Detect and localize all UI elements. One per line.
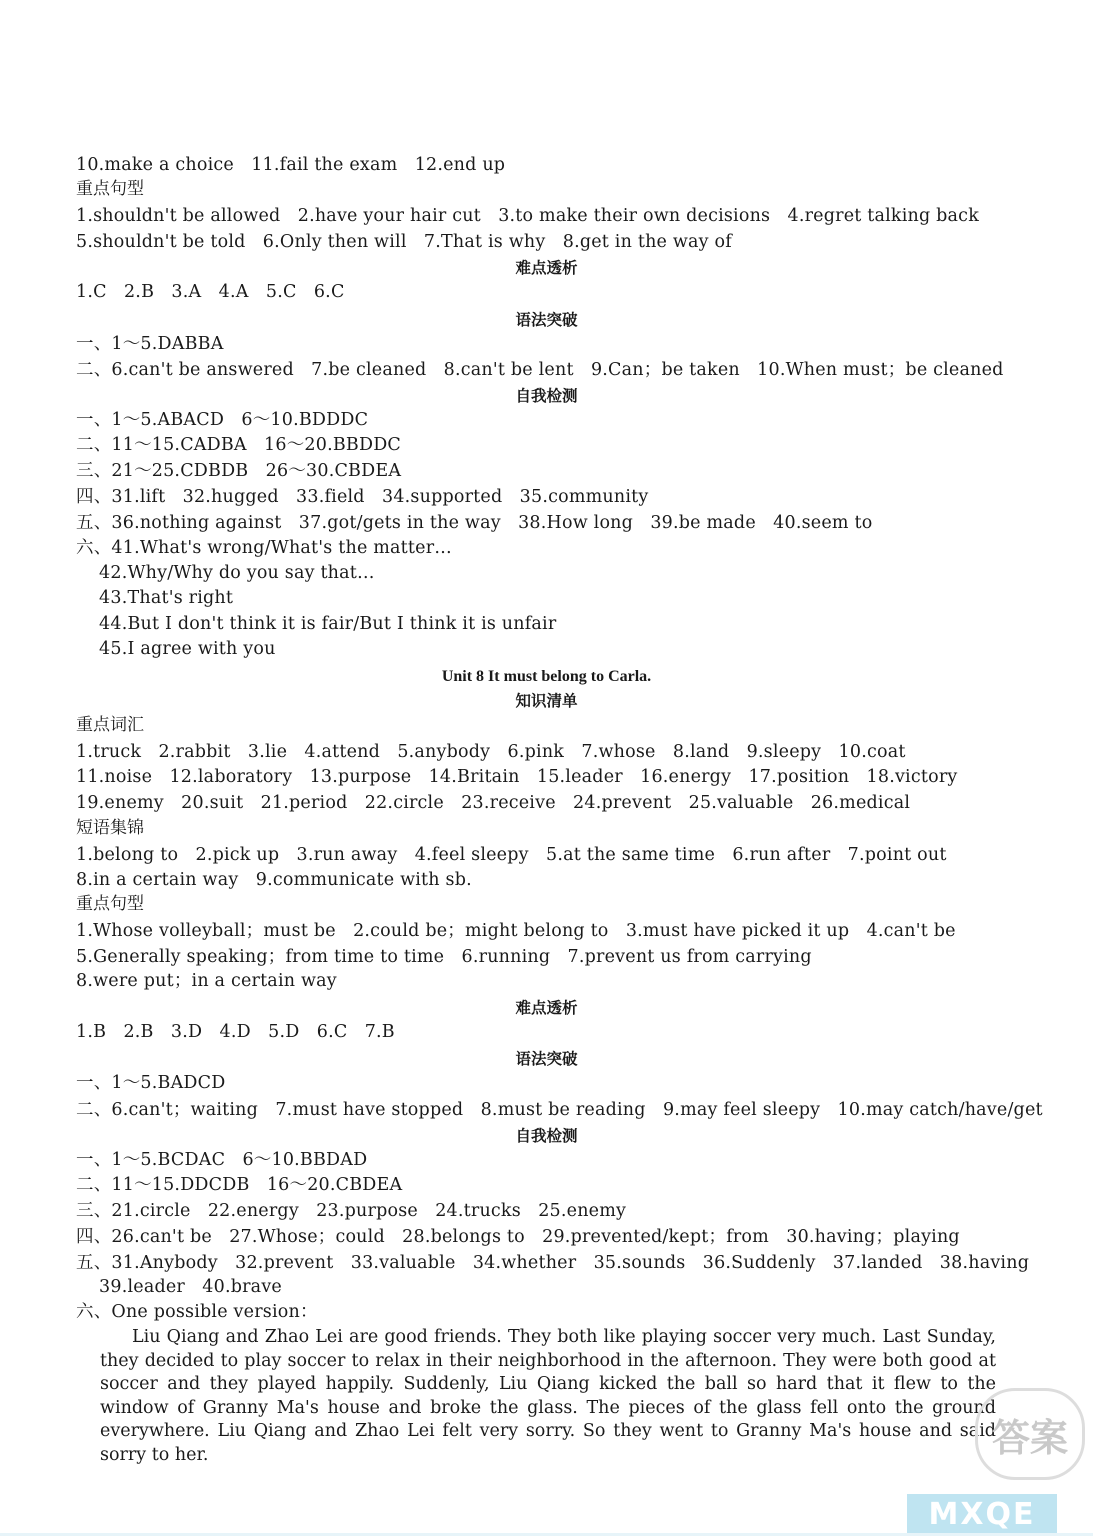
answer-line: 二、6.can't；waiting 7.must have stopped 8.must be reading 9.may feel sleepy 10.may catch/have/get [76, 1100, 1043, 1120]
answer-line: 10.make a choice 11.fail the exam 12.end up [76, 155, 506, 175]
model-essay: Liu Qiang and Zhao Lei are good friends. They both like playing soccer very much. Last Sunday, they decided to play soccer to relax in their neighborhood in the afternoon. They were both good at soccer and they played happily. Suddenly, Liu Qiang kicked the ball so hard that it flew to the window of Granny Ma's house and broke the glass. The pieces of the glass fell onto the ground everywhere. Liu Qiang and Zhao Lei felt very sorry. So they went to Granny Ma's house and said sorry to her. [100, 1327, 996, 1465]
answer-line: 44.But I don't think it is fair/But I think it is unfair [76, 614, 557, 634]
section-heading: 自我检测 [515, 1127, 578, 1145]
answer-line: 42.Why/Why do you say that… [76, 563, 375, 583]
answer-line: 一、1～5.DABBA [76, 334, 224, 354]
answer-line: 一、1～5.ABACD 6～10.BDDDC [76, 410, 369, 430]
section-heading: 难点透析 [515, 259, 578, 277]
answer-line: 1.belong to 2.pick up 3.run away 4.feel sleepy 5.at the same time 6.run after 7.point out [76, 845, 947, 865]
watermark-site: MXQE [907, 1494, 1057, 1534]
unit-title: Unit 8 It must belong to Carla. [441, 668, 652, 685]
answer-line: 四、31.lift 32.hugged 33.field 34.supported 35.community [76, 487, 649, 507]
answer-line: 8.in a certain way 9.communicate with sb. [76, 870, 472, 890]
answer-line: 三、21.circle 22.energy 23.purpose 24.trucks 25.enemy [76, 1201, 627, 1221]
section-heading: 知识清单 [515, 692, 578, 710]
answer-line: 二、11～15.DDCDB 16～20.CBDEA [76, 1175, 403, 1195]
answer-line: 45.I agree with you [76, 639, 276, 659]
answer-line: 一、1～5.BADCD [76, 1073, 226, 1093]
answer-line: 1.B 2.B 3.D 4.D 5.D 6.C 7.B [76, 1022, 395, 1042]
answer-line: 19.enemy 20.suit 21.period 22.circle 23.receive 24.prevent 25.valuable 26.medical [76, 793, 911, 813]
answer-line: 1.Whose volleyball；must be 2.could be；might belong to 3.must have picked it up 4.can't be [76, 921, 956, 941]
section-label: 重点句型 [76, 894, 144, 914]
answer-line: 五、36.nothing against 37.got/gets in the way 38.How long 39.be made 40.seem to [76, 513, 873, 533]
answer-line: 1.C 2.B 3.A 4.A 5.C 6.C [76, 282, 345, 302]
answer-line: 四、26.can't be 27.Whose；could 28.belongs to 29.prevented/kept；from 30.having；playing [76, 1227, 960, 1247]
section-label: 重点词汇 [76, 715, 144, 735]
watermark-logo: 答案 [975, 1388, 1085, 1480]
section-label: 短语集锦 [76, 818, 144, 838]
section-heading: 语法突破 [515, 311, 578, 329]
answer-line: 1.truck 2.rabbit 3.lie 4.attend 5.anybody 6.pink 7.whose 8.land 9.sleepy 10.coat [76, 742, 906, 762]
answer-line: 1.shouldn't be allowed 2.have your hair cut 3.to make their own decisions 4.regret talking back [76, 206, 979, 226]
answer-line: 8.were put；in a certain way [76, 971, 337, 991]
answer-line: 五、31.Anybody 32.prevent 33.valuable 34.whether 35.sounds 36.Suddenly 37.landed 38.having [76, 1253, 1030, 1273]
answer-line: 11.noise 12.laboratory 13.purpose 14.Britain 15.leader 16.energy 17.position 18.victory [76, 767, 958, 787]
section-heading: 自我检测 [515, 387, 578, 405]
answer-line: 5.shouldn't be told 6.Only then will 7.That is why 8.get in the way of [76, 232, 732, 252]
answer-line: 39.leader 40.brave [76, 1277, 282, 1297]
answer-line: 三、21～25.CDBDB 26～30.CBDEA [76, 461, 402, 481]
answer-line: 二、6.can't be answered 7.be cleaned 8.can't be lent 9.Can；be taken 10.When must；be cleaned [76, 360, 1004, 380]
answer-line: 二、11～15.CADBA 16～20.BBDDC [76, 435, 402, 455]
section-label: 重点句型 [76, 179, 144, 199]
answer-line: 六、41.What's wrong/What's the matter… [76, 538, 452, 558]
answer-line: 5.Generally speaking；from time to time 6.running 7.prevent us from carrying [76, 947, 812, 967]
answer-line: 六、One possible version： [76, 1302, 318, 1322]
answer-line: 43.That's right [76, 588, 234, 608]
section-heading: 难点透析 [515, 999, 578, 1017]
answer-line: 一、1～5.BCDAC 6～10.BBDAD [76, 1150, 368, 1170]
section-heading: 语法突破 [515, 1050, 578, 1068]
